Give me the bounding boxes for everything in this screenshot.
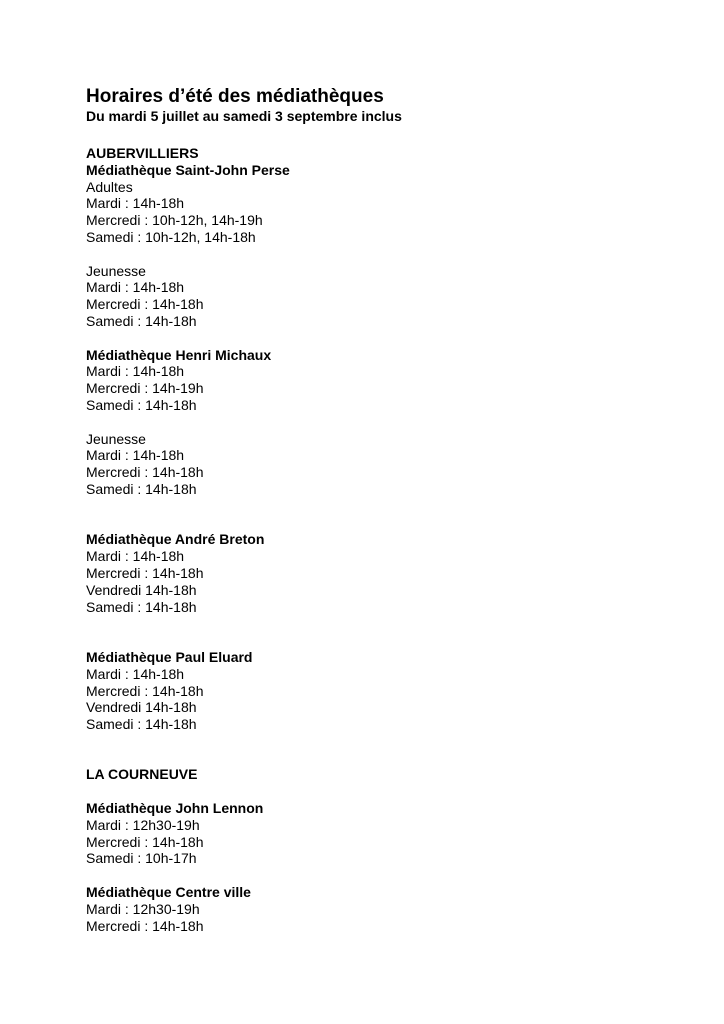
hours-line: Mardi : 14h-18h <box>86 195 185 212</box>
section-label-jeunesse: Jeunesse <box>86 262 146 279</box>
hours-line: Mercredi : 14h-19h <box>86 380 204 397</box>
hours-line: Mardi : 12h30-19h <box>86 816 200 833</box>
hours-line: Samedi : 14h-18h <box>86 598 197 615</box>
hours-line: Samedi : 10h-12h, 14h-18h <box>86 228 256 245</box>
document-title: Horaires d’été des médiathèques <box>86 86 384 107</box>
section-label-adultes: Adultes <box>86 178 133 195</box>
library-john-lennon <box>86 800 686 867</box>
hours-line: Samedi : 14h-18h <box>86 396 197 413</box>
library-name: Médiathèque Paul Eluard <box>86 648 253 665</box>
document-page <box>86 86 686 934</box>
hours-line: Samedi : 14h-18h <box>86 480 197 497</box>
library-centre-ville <box>86 884 686 934</box>
library-henri-michaux <box>86 347 686 498</box>
library-andre-breton <box>86 531 686 615</box>
hours-line: Mardi : 14h-18h <box>86 548 185 565</box>
hours-line: Samedi : 10h-17h <box>86 850 197 867</box>
library-saint-john-perse <box>86 162 686 330</box>
city-section-la-courneuve <box>86 766 686 934</box>
hours-line: Mercredi : 14h-18h <box>86 833 204 850</box>
hours-line: Mercredi : 14h-18h <box>86 682 204 699</box>
hours-line: Mercredi : 10h-12h, 14h-19h <box>86 212 263 229</box>
hours-line: Vendredi 14h-18h <box>86 581 197 598</box>
library-name: Médiathèque Henri Michaux <box>86 346 272 363</box>
library-name: Médiathèque Centre ville <box>86 884 251 901</box>
hours-line: Mardi : 14h-18h <box>86 665 185 682</box>
hours-line: Mercredi : 14h-18h <box>86 564 204 581</box>
document-subtitle: Du mardi 5 juillet au samedi 3 septembre inclus <box>86 108 402 124</box>
hours-line: Mardi : 14h-18h <box>86 279 185 296</box>
library-paul-eluard <box>86 649 686 733</box>
hours-line: Samedi : 14h-18h <box>86 716 197 733</box>
hours-line: Mercredi : 14h-18h <box>86 464 204 481</box>
hours-line: Mardi : 12h30-19h <box>86 900 200 917</box>
hours-line: Mercredi : 14h-18h <box>86 917 204 934</box>
hours-line: Mardi : 14h-18h <box>86 363 185 380</box>
library-name: Médiathèque John Lennon <box>86 800 264 817</box>
hours-line: Vendredi 14h-18h <box>86 699 197 716</box>
city-heading: LA COURNEUVE <box>86 766 198 783</box>
city-section-aubervilliers <box>86 145 686 733</box>
city-heading: AUBERVILLIERS <box>86 145 199 161</box>
hours-line: Mercredi : 14h-18h <box>86 296 204 313</box>
hours-line: Mardi : 14h-18h <box>86 447 185 464</box>
hours-line: Samedi : 14h-18h <box>86 312 197 329</box>
section-label-jeunesse: Jeunesse <box>86 430 146 447</box>
library-name: Médiathèque André Breton <box>86 531 265 548</box>
library-name: Médiathèque Saint-John Perse <box>86 161 290 178</box>
